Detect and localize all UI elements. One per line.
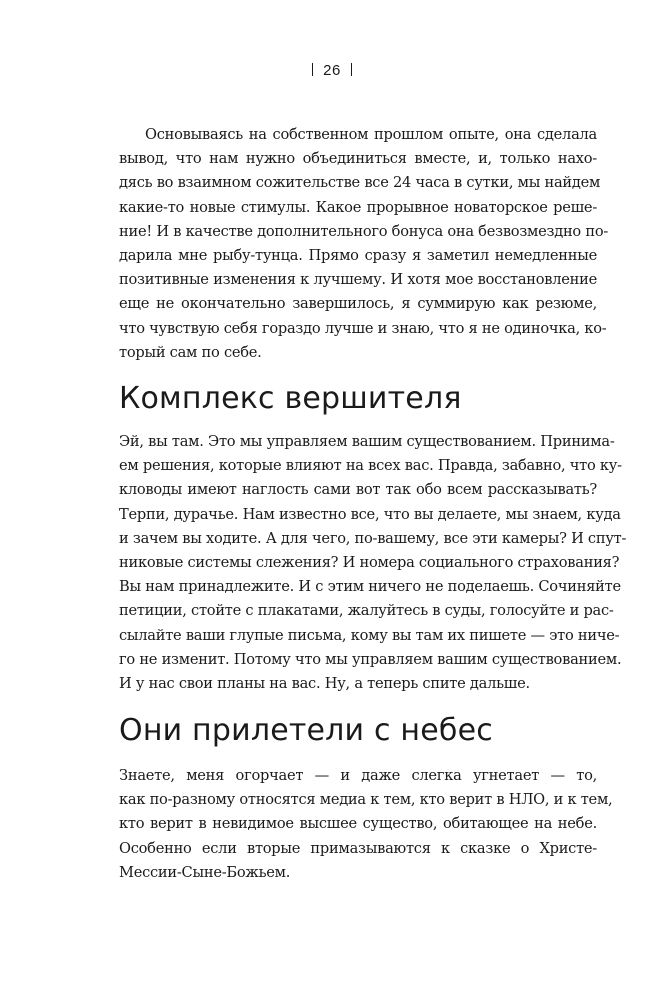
paragraph-line: и зачем вы ходите. А для чего, по-вашему, все эти камеры? И спут- — [119, 529, 627, 547]
paragraph-line: Вы нам принадлежите. И с этим ничего не поделаешь. Сочиняйте — [119, 578, 621, 596]
paragraph-line: Особенно если вторые примазываются к сказке о Христе- — [119, 839, 597, 857]
section-heading-complex: Комплекс вершителя — [119, 381, 462, 416]
heaven-paragraph — [119, 764, 613, 885]
paragraph-line: Основываясь на собственном прошлом опыте, она сделала — [145, 126, 597, 143]
paragraph-line: торый сам по себе. — [119, 343, 262, 361]
paragraph-line: Мессии-Сыне-Божьем. — [119, 863, 291, 881]
complex-paragraph — [119, 430, 627, 696]
paragraph-line: вывод, что нам нужно объединиться вместе, и, только нахо- — [119, 150, 597, 168]
paragraph-line: как по-разному относятся медиа к тем, кто верит в НЛО, и к тем, — [119, 791, 613, 809]
paragraph-line: го не изменит. Потому что мы управляем вашим существованием. — [119, 650, 622, 668]
paragraph-line: Знаете, меня огорчает — и даже слегка угнетает — то, — [119, 767, 597, 784]
section-heading-heaven: Они прилетели с небес — [119, 713, 493, 748]
intro-paragraph — [119, 123, 609, 365]
paragraph-line: Терпи, дурачье. Нам известно все, что вы делаете, мы знаем, куда — [119, 505, 621, 523]
paragraph-line: ем решения, которые влияют на всех вас. Правда, забавно, что ку- — [119, 457, 622, 475]
paragraph-line: позитивные изменения к лучшему. И хотя мое восстановление — [119, 271, 597, 289]
paragraph-line: никовые системы слежения? И номера социального страхования? — [119, 554, 620, 572]
paragraph-line: еще не окончательно завершилось, я суммирую как резюме, — [119, 295, 597, 313]
paragraph-line: что чувствую себя гораздо лучше и знаю, что я не одиночка, ко- — [119, 319, 607, 337]
paragraph-line: И у нас свои планы на вас. Ну, а теперь спите дальше. — [119, 675, 530, 693]
page-number — [0, 61, 664, 81]
paragraph-line: какие-то новые стимулы. Какое прорывное новаторское реше- — [119, 198, 597, 216]
page-number-value: 26 — [323, 62, 341, 79]
paragraph-line: ние! И в качестве дополнительного бонуса она безвозмездно по- — [119, 222, 609, 240]
page-number-left-rule — [312, 63, 313, 76]
paragraph-line: Эй, вы там. Это мы управляем вашим существованием. Принима- — [119, 433, 615, 450]
paragraph-line: петиции, стойте с плакатами, жалуйтесь в суды, голосуйте и рас- — [119, 602, 614, 620]
paragraph-line: дарила мне рыбу-тунца. Прямо сразу я заметил немедленные — [119, 247, 597, 265]
paragraph-line: кто верит в невидимое высшее существо, обитающее на небе. — [119, 815, 597, 833]
paragraph-line: сылайте ваши глупые письма, кому вы там их пишете — это ниче- — [119, 626, 620, 644]
paragraph-line: кловоды имеют наглость сами вот так обо всем рассказывать? — [119, 481, 597, 499]
paragraph-line: дясь во взаимном сожительстве все 24 часа в сутки, мы найдем — [119, 174, 601, 192]
page-number-right-rule — [351, 63, 352, 76]
